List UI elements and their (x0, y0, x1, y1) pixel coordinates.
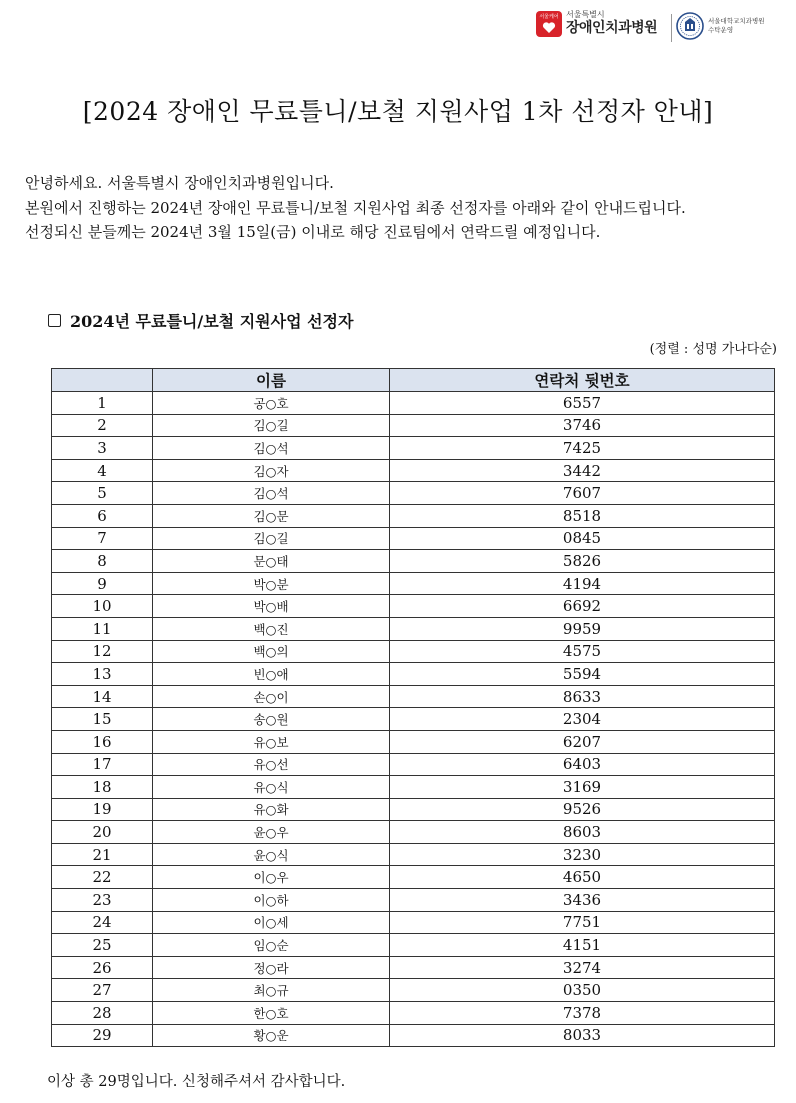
table-row (52, 821, 775, 844)
row-name: 김○길 (153, 527, 390, 550)
table-row (52, 414, 775, 437)
row-number: 18 (52, 776, 153, 799)
hospital-name: 장애인치과병원 (566, 20, 658, 36)
table-row (52, 934, 775, 957)
row-phone: 3442 (390, 459, 775, 482)
row-number: 2 (52, 414, 153, 437)
checkbox-icon (48, 314, 61, 327)
table-row (52, 572, 775, 595)
hospital-city-label: 서울특별시 (566, 10, 605, 19)
row-name: 이○세 (153, 911, 390, 934)
row-name: 손○이 (153, 685, 390, 708)
row-name: 유○식 (153, 776, 390, 799)
table-row (52, 663, 775, 686)
intro-contact-notice: 선정되신 분들께는 2024년 3월 15일(금) 이내로 해당 진료팀에서 연락드릴 예정입니다. (25, 223, 601, 241)
row-name: 백○의 (153, 640, 390, 663)
row-phone: 3230 (390, 843, 775, 866)
row-name: 유○보 (153, 730, 390, 753)
row-name: 공○호 (153, 392, 390, 415)
row-number: 23 (52, 889, 153, 912)
row-number: 21 (52, 843, 153, 866)
table-row (52, 685, 775, 708)
row-name: 빈○애 (153, 663, 390, 686)
row-phone: 0845 (390, 527, 775, 550)
row-name: 이○우 (153, 866, 390, 889)
row-phone: 8633 (390, 685, 775, 708)
row-name: 유○화 (153, 798, 390, 821)
table-row (52, 979, 775, 1002)
badge-text: 서울케어 (539, 13, 559, 20)
table-row (52, 392, 775, 415)
row-number: 7 (52, 527, 153, 550)
row-number: 13 (52, 663, 153, 686)
row-number: 27 (52, 979, 153, 1002)
page-title: [2024 장애인 무료틀니/보철 지원사업 1차 선정자 안내] (82, 97, 714, 126)
row-number: 11 (52, 617, 153, 640)
table-body (52, 392, 775, 1047)
row-name: 문○태 (153, 550, 390, 573)
row-phone: 6207 (390, 730, 775, 753)
row-number: 26 (52, 956, 153, 979)
table-row (52, 504, 775, 527)
university-seal-icon (676, 12, 704, 40)
table-row (52, 753, 775, 776)
row-phone: 2304 (390, 708, 775, 731)
row-name: 김○문 (153, 504, 390, 527)
row-phone: 3169 (390, 776, 775, 799)
row-number: 1 (52, 392, 153, 415)
row-name: 백○진 (153, 617, 390, 640)
row-phone: 6403 (390, 753, 775, 776)
row-name: 이○하 (153, 889, 390, 912)
table-row (52, 550, 775, 573)
row-phone: 5594 (390, 663, 775, 686)
row-number: 25 (52, 934, 153, 957)
university-operation: 수탁운영 (708, 26, 734, 34)
heart-icon (542, 21, 556, 34)
university-name: 서울대학교치과병원 (708, 17, 765, 25)
row-number: 5 (52, 482, 153, 505)
row-name: 송○원 (153, 708, 390, 731)
hospital-logo (536, 10, 657, 37)
table-row (52, 730, 775, 753)
table-header-row (52, 369, 775, 392)
row-phone: 9526 (390, 798, 775, 821)
row-number: 10 (52, 595, 153, 618)
row-number: 9 (52, 572, 153, 595)
intro-text (25, 172, 780, 244)
row-phone: 0350 (390, 979, 775, 1002)
table-row (52, 640, 775, 663)
row-name: 김○석 (153, 437, 390, 460)
table-row (52, 1024, 775, 1047)
row-number: 12 (52, 640, 153, 663)
row-number: 6 (52, 504, 153, 527)
row-phone: 8033 (390, 1024, 775, 1047)
table-row (52, 617, 775, 640)
row-phone: 3274 (390, 956, 775, 979)
row-name: 임○순 (153, 934, 390, 957)
row-phone: 6692 (390, 595, 775, 618)
seoul-care-badge (536, 11, 562, 37)
logo-divider (671, 14, 672, 42)
row-name: 윤○식 (153, 843, 390, 866)
header-number (52, 369, 153, 392)
sort-note: (정렬 : 성명 가나다순) (649, 342, 777, 357)
table-row (52, 482, 775, 505)
row-number: 29 (52, 1024, 153, 1047)
table-row (52, 911, 775, 934)
row-name: 김○길 (153, 414, 390, 437)
section-title: 2024년 무료틀니/보철 지원사업 선정자 (70, 312, 354, 331)
row-number: 28 (52, 1002, 153, 1025)
table-row (52, 459, 775, 482)
header-phone: 연락처 뒷번호 (390, 369, 775, 392)
university-label (708, 17, 765, 35)
row-name: 최○규 (153, 979, 390, 1002)
table-row (52, 595, 775, 618)
intro-greeting: 안녕하세요. 서울특별시 장애인치과병원입니다. (25, 174, 334, 192)
row-number: 16 (52, 730, 153, 753)
row-number: 14 (52, 685, 153, 708)
row-phone: 4151 (390, 934, 775, 957)
row-phone: 3746 (390, 414, 775, 437)
table-row (52, 889, 775, 912)
row-phone: 5826 (390, 550, 775, 573)
row-name: 김○석 (153, 482, 390, 505)
table-row (52, 776, 775, 799)
table-row (52, 1002, 775, 1025)
row-phone: 4575 (390, 640, 775, 663)
row-number: 19 (52, 798, 153, 821)
row-phone: 7607 (390, 482, 775, 505)
selectee-table (51, 368, 775, 1047)
table-row (52, 798, 775, 821)
row-phone: 7378 (390, 1002, 775, 1025)
row-phone: 8603 (390, 821, 775, 844)
row-number: 20 (52, 821, 153, 844)
table-row (52, 708, 775, 731)
row-phone: 7751 (390, 911, 775, 934)
row-number: 15 (52, 708, 153, 731)
row-phone: 8518 (390, 504, 775, 527)
row-name: 황○운 (153, 1024, 390, 1047)
table-row (52, 866, 775, 889)
table-row (52, 437, 775, 460)
section-heading (48, 309, 353, 332)
row-number: 22 (52, 866, 153, 889)
closing-text: 이상 총 29명입니다. 신청해주셔서 감사합니다. (47, 1074, 346, 1090)
row-number: 3 (52, 437, 153, 460)
row-phone: 4650 (390, 866, 775, 889)
row-phone: 7425 (390, 437, 775, 460)
row-number: 4 (52, 459, 153, 482)
intro-description: 본원에서 진행하는 2024년 장애인 무료틀니/보철 지원사업 최종 선정자를 아래와 같이 안내드립니다. (25, 199, 686, 217)
row-name: 한○호 (153, 1002, 390, 1025)
row-name: 윤○우 (153, 821, 390, 844)
header-name: 이름 (153, 369, 390, 392)
row-phone: 4194 (390, 572, 775, 595)
row-phone: 6557 (390, 392, 775, 415)
row-name: 박○배 (153, 595, 390, 618)
row-name: 정○라 (153, 956, 390, 979)
row-number: 8 (52, 550, 153, 573)
row-number: 17 (52, 753, 153, 776)
row-name: 박○분 (153, 572, 390, 595)
row-phone: 3436 (390, 889, 775, 912)
table-row (52, 527, 775, 550)
table-row (52, 956, 775, 979)
row-name: 유○선 (153, 753, 390, 776)
table-row (52, 843, 775, 866)
row-number: 24 (52, 911, 153, 934)
row-phone: 9959 (390, 617, 775, 640)
row-name: 김○자 (153, 459, 390, 482)
